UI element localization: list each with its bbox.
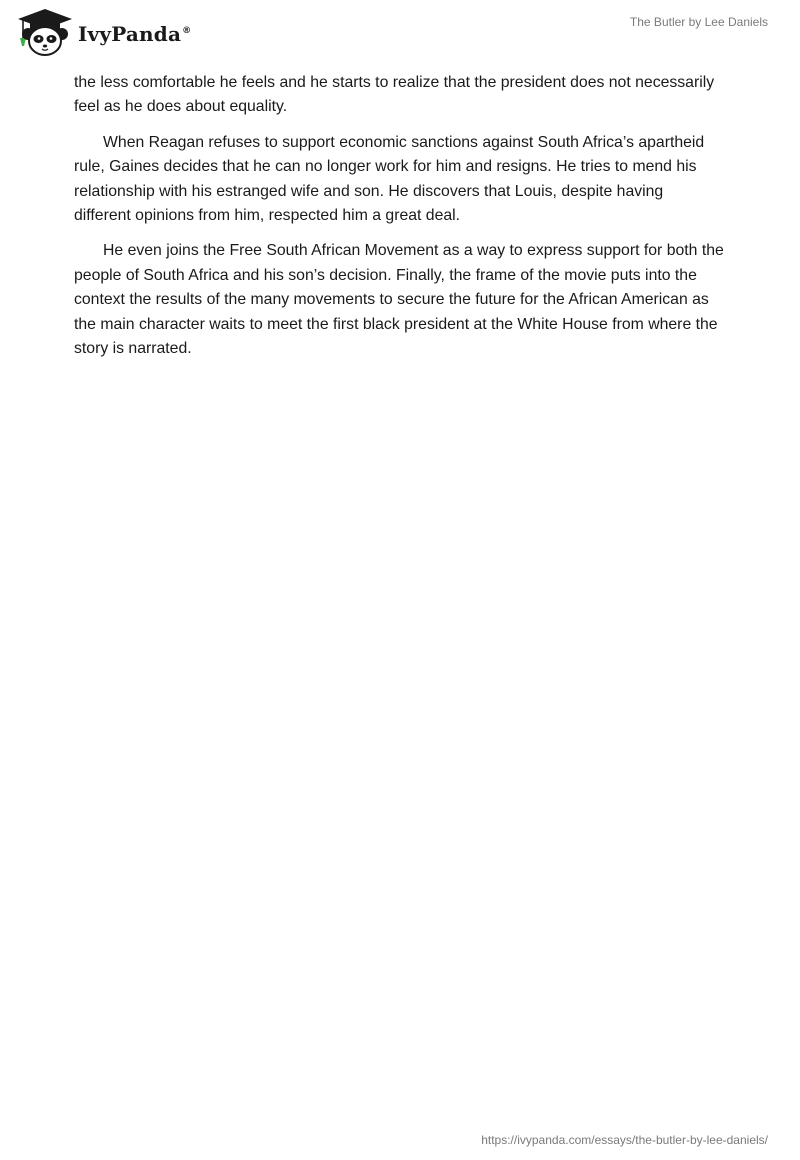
logo-wordmark	[78, 22, 191, 46]
panda-logo-icon	[14, 8, 76, 58]
paragraph: When Reagan refuses to support economic sanctions against South Africa’s apartheid rule, Gaines decides that he can no longer work for him and resigns. He tries to mend his relationship with his estranged wife and son. He discovers that Louis, despite having different opinions from him, respected him a great deal.	[74, 133, 705, 225]
paragraph: He even joins the Free South African Movement as a way to express support for both the people of South Africa and his son’s decision. Finally, the frame of the movie puts into the context the results of the many movements to secure the future for the African American as the main character waits to meet the first black president at the White House from where the story is narrated.	[74, 242, 724, 358]
page-header	[0, 0, 800, 64]
source-url[interactable]: https://ivypanda.com/essays/the-butler-by-lee-daniels/	[481, 1133, 768, 1147]
registered-mark: ®	[182, 26, 192, 37]
ivypanda-logo[interactable]	[14, 8, 191, 58]
running-title: The Butler by Lee Daniels	[629, 15, 768, 29]
logo-text: IvyPanda	[78, 22, 182, 46]
paragraph-continuation: the less comfortable he feels and he starts to realize that the president does not necessarily feel as he does about equality.	[74, 74, 715, 116]
essay-body	[74, 71, 724, 372]
